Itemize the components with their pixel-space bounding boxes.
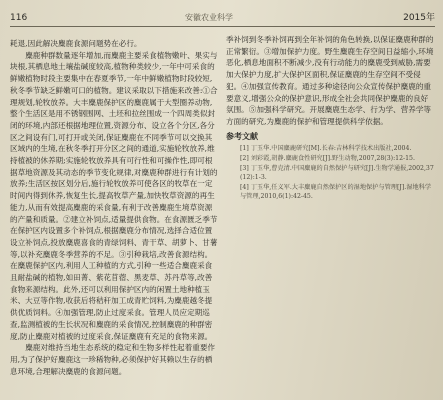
paragraph: 耗退,因此解决麋鹿食源问题势在必行。 (10, 39, 142, 48)
reference-item: [3] 丁玉华,曹克清.中国麋鹿的自然保护与研究[J].生物学通报,2002,37(12):1-3. (240, 164, 434, 182)
journal-name: 安徽农业科学 (185, 13, 233, 22)
paragraph: 麋鹿对维持当地生态系统的稳定和生物多样性起着重要作用,为了保护好麋鹿这一珍稀物种,必须保护好其赖以生存的栖息环境,合理解决麋鹿的食源问题。 (10, 343, 216, 376)
references-heading: 参考文献 (226, 131, 258, 141)
references-list (226, 144, 434, 202)
reference-item: [1] 丁玉华.中国麋鹿研究[M].长春:吉林科学技术出版社,2004. (240, 145, 412, 153)
paragraph: 季补饲到冬季补饲再到全年补饲的角色转换,以保证麋鹿种群的正常繁衍。③增加保护力度。野生麋鹿生存空间日益缩小,环境恶化,栖息地面积不断减少,没有行动能力的麋鹿受到威胁,需要加大保护力度,扩大保护区面积,保证麋鹿的生存空间不受侵犯。④加强宣传教育。通过多种途径向公众宣传保护麋鹿的重要意义,增强公众的保护意识,形成全社会共同保护麋鹿的良好氛围。⑤加强科学研究。开展麋鹿生态学、行为学、营养学等方面的研究,为麋鹿的保护和管理提供科学依据。 (226, 35, 434, 126)
page-header (10, 10, 435, 27)
page-number: 116 (10, 13, 28, 23)
reference-item: [4] 丁玉华,任义军.大丰麋鹿自然保护区的湿地保护与管理[J].湿地科学与管理,2010,6(1):42-45. (240, 183, 432, 201)
reference-item: [2] 刘彩霞,胡静.麋鹿食性研究[J].野生动物,2007,28(3):12-15. (240, 154, 415, 162)
left-column (10, 38, 218, 377)
paragraph: 麋鹿种群数量逐年增加,而麋鹿主要采食植物嫩叶、果实与块根,其栖息地土壤盐碱度较高,植物种类较少,一年中可采食的鲜嫩植物时段主要集中在春夏季节,一年中鲜嫩植物时段较短,秋冬季节缺乏鲜嫩可口的植物。建议采取以下措施来改善:①合理规划,轮牧放养。大丰麋鹿保护区的麋鹿属于大型圈养动物,整个生活区是用不锈钢围网、土坯和拉丝围成一个四周类似封闭的环境,内部还根据地理位置,资源分布、设立各个分区,各分区之间设有门,可打开或关闭,保证麋鹿在不同季节可以交换其区域内的生境,在秋冬季打开分区之间的通道,实施轮牧放养,维持植被的休养期;实施轮牧放养具有可行性和可操作性,即可根据草地资源及其动态的季节变化规律,对麋鹿种群进行有计划的放养;生活区按区划分后,施行轮牧放养可使各区的牧草在一定时间内得到休养,恢复生长,提高牧草产量,加快牧草资源的再生能力,从而有效提高麋鹿的采食量,有利于改善麋鹿生境草资源的产量和质量。②建立补饲点,适量提供食物。在食源匮乏季节在保护区内设置多个补饲点,根据麋鹿分布情况,选择合适位置设立补饲点,投放麋鹿喜食的青绿饲料、青干草、胡萝卜、甘薯等,以补充麋鹿冬季营养的不足。③引种栽培,改善食源结构。在麋鹿保护区内,利用人工种植的方式,引种一些适合麋鹿采食且耐盐碱的植物,如田菁、紫花苜蓿、黑麦草、苏丹草等,改善食物来源结构。此外,还可以利用保护区内的闲置土地种植玉米、大豆等作物,收获后将秸秆加工成青贮饲料,为麋鹿越冬提供优质饲料。④加强管理,防止过度采食。管理人员应定期巡查,监测植被的生长状况和麋鹿的采食情况,控制麋鹿的种群密度,防止麋鹿对植被的过度采食,保证麋鹿有充足的食物来源。 (10, 50, 218, 341)
year: 2015年 (403, 13, 435, 23)
right-column (226, 34, 434, 202)
